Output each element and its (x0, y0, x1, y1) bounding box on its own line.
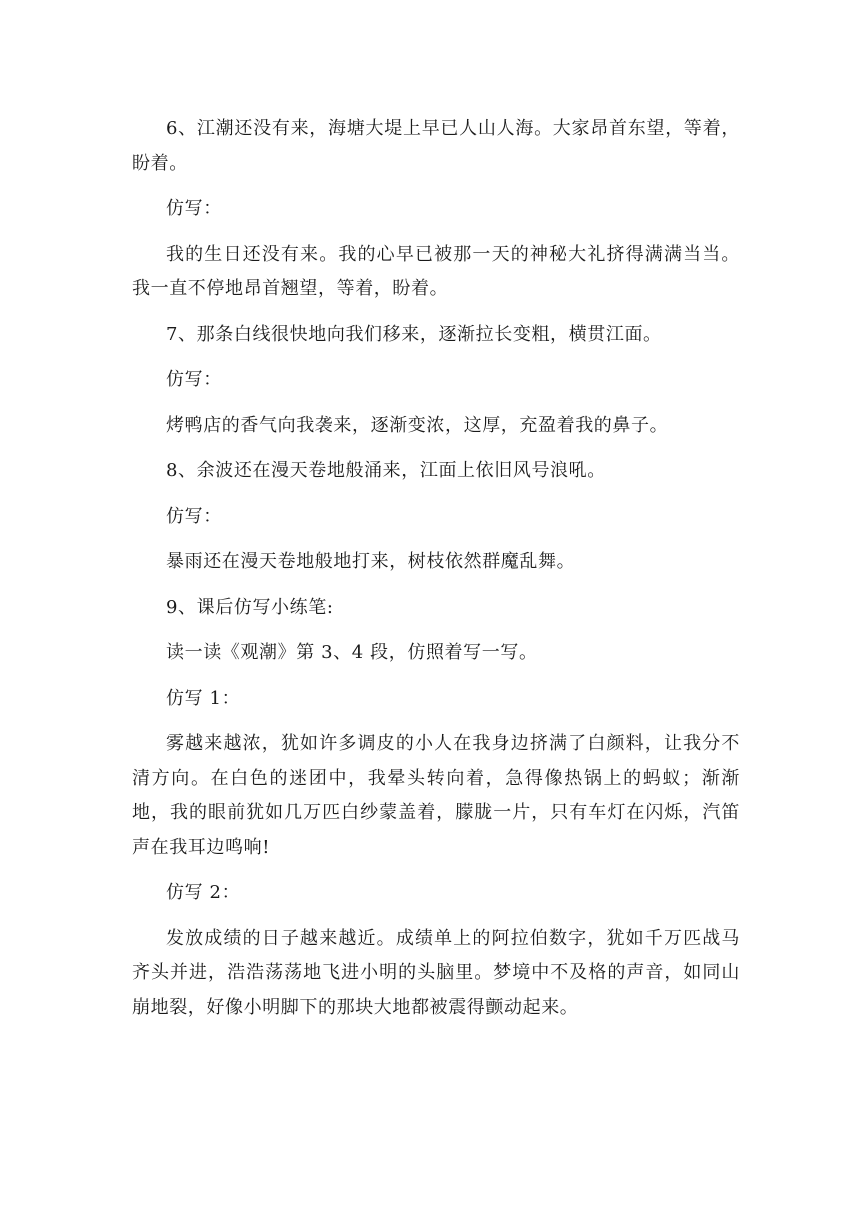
paragraph-imitation-2-text: 发放成绩的日子越来越近。成绩单上的阿拉伯数字，犹如千万匹战马齐头并进，浩浩荡荡地飞进小明的头脑里。梦境中不及格的声音，如同山崩地裂，好像小明脚下的那块大地都被震得颤动起来。 (132, 927, 740, 1018)
document-body (132, 112, 740, 1036)
paragraph-item-7: 7、那条白线很快地向我们移来，逐渐拉长变粗，横贯江面。 (166, 323, 662, 345)
paragraph-item-6: 6、江潮还没有来，海塘大堤上早已人山人海。大家昂首东望，等着，盼着。 (132, 118, 740, 174)
paragraph-instruction: 读一读《观潮》第 3、4 段，仿照着写一写。 (166, 642, 538, 663)
paragraph-imitation-text: 我的生日还没有来。我的心早已被那一天的神秘大礼挤得满满当当。我一直不停地昂首翘望，等着，盼着。 (132, 243, 740, 299)
paragraph-imitation-1-text: 雾越来越浓，犹如许多调皮的小人在我身边挤满了白颜料，让我分不清方向。在白色的迷团中，我晕头转向着，急得像热锅上的蚂蚁；渐渐地，我的眼前犹如几万匹白纱蒙盖着，朦胧一片，只有车灯在闪烁，汽笛声在我耳边鸣响! (132, 733, 740, 858)
paragraph-imitation-2-label: 仿写 2： (166, 882, 241, 903)
paragraph-imitation-label: 仿写： (166, 369, 222, 390)
paragraph-item-8: 8、余波还在漫天卷地般涌来，江面上依旧风号浪吼。 (166, 460, 606, 481)
paragraph-imitation-text: 烤鸭店的香气向我袭来，逐渐变浓，这厚，充盈着我的鼻子。 (166, 414, 669, 436)
paragraph-item-9: 9、课后仿写小练笔: (166, 596, 334, 618)
paragraph-imitation-label: 仿写： (166, 198, 222, 219)
paragraph-imitation-1-label: 仿写 1： (166, 687, 241, 709)
paragraph-imitation-text: 暴雨还在漫天卷地般地打来，树枝依然群魔乱舞。 (166, 551, 576, 572)
paragraph-imitation-label: 仿写： (166, 505, 222, 527)
